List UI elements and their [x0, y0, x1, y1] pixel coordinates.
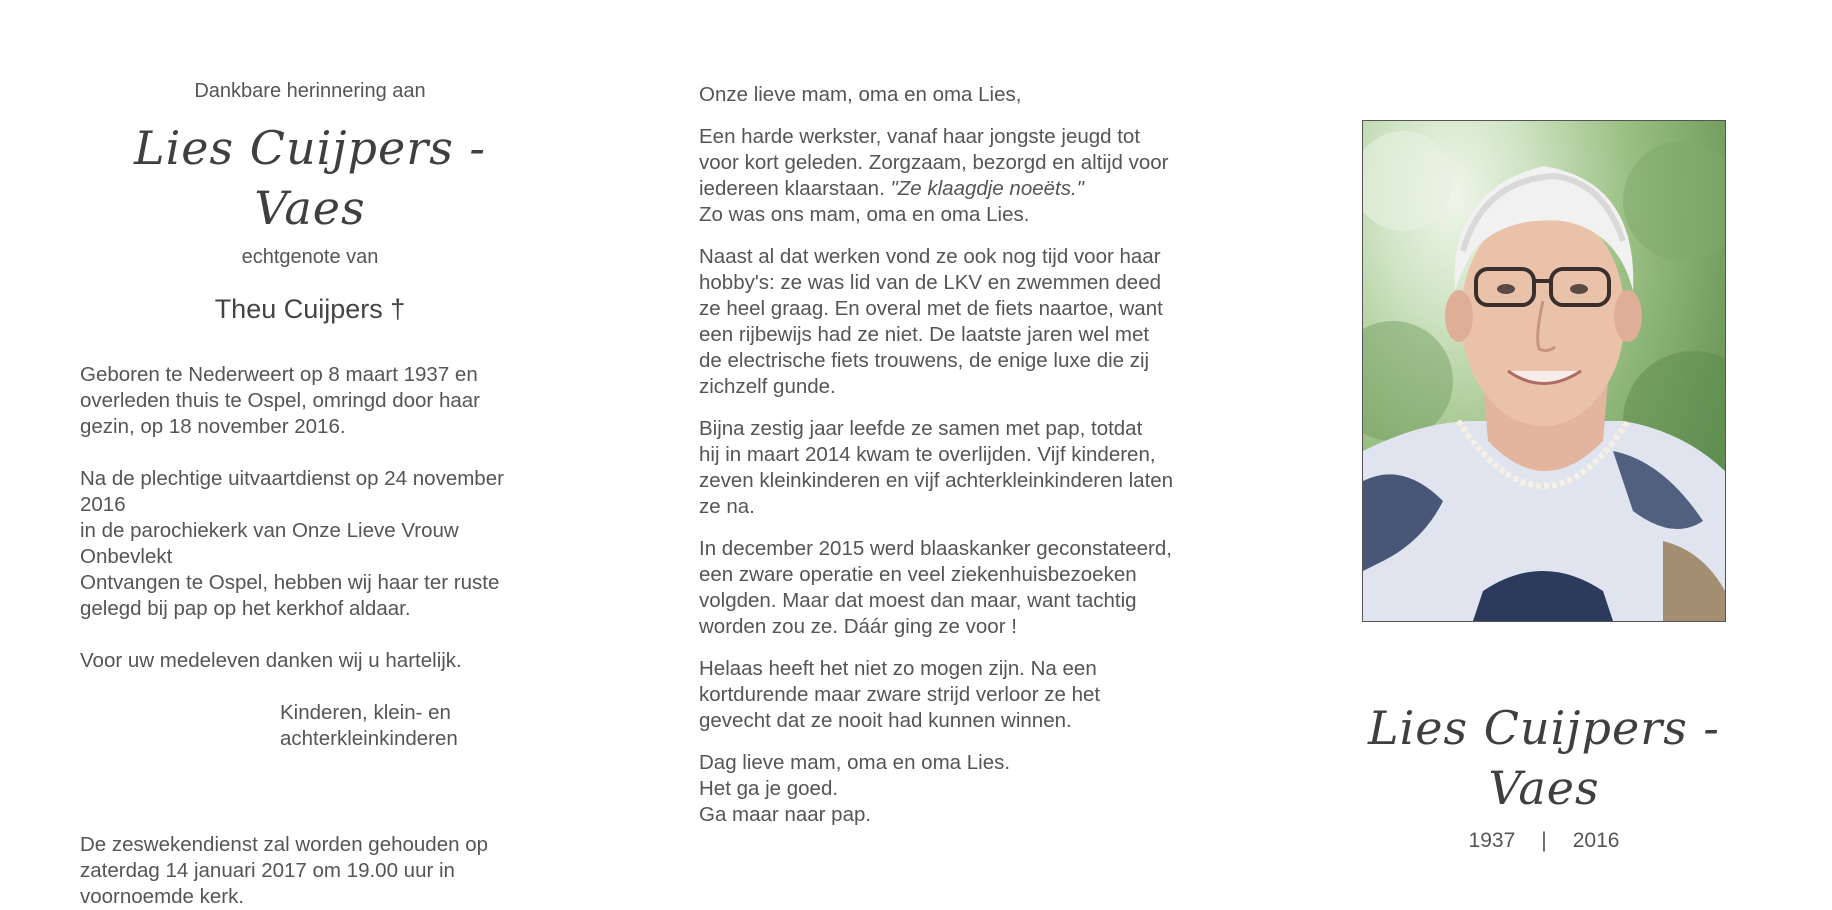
paragraph-struggle: Helaas heeft het niet zo mogen zijn. Na een kortdurende maar zware strijd verloor ze het gevecht dat ze nooit had kunnen winnen.: [699, 657, 1101, 732]
thanks-text: Voor uw medeleven danken wij u hartelijk.: [80, 649, 462, 672]
year-separator: |: [1541, 829, 1547, 852]
spouse-label: echtgenote van: [241, 246, 379, 268]
paragraph-work: [699, 124, 1179, 228]
greeting-text: Onze lieve mam, oma en oma Lies,: [699, 83, 1022, 106]
intro-text: Dankbare herinnering aan: [194, 80, 426, 102]
right-column: [1362, 120, 1726, 854]
portrait-name: Lies Cuijpers - Vaes: [1368, 701, 1720, 815]
paragraph-illness: In december 2015 werd blaaskanker geconstateerd, een zware operatie en veel ziekenhuisbezoeken volgden. Maar dat moest dan maar, want tachtig worden zou ze. Dáár ging ze voor !: [699, 537, 1172, 638]
funeral-text: Na de plechtige uitvaartdienst op 24 november 2016 in de parochiekerk van Onze Lieve Vrouw Onbevlekt Ontvangen te Ospel, hebben wij haar ter ruste gelegd bij pap op het kerkhof aldaar.: [80, 467, 504, 620]
paragraph-work-intro: Een harde werkster, vanaf haar jongste jeugd tot voor kort geleden. Zorgzaam, bezorgd en altijd voor iedereen klaarstaan.: [699, 125, 1169, 200]
family-signature: Kinderen, klein- en achterkleinkinderen: [280, 701, 458, 750]
left-column: [80, 78, 540, 910]
memorial-mass-text: De zeswekendienst zal worden gehouden op zaterdag 14 januari 2017 om 19.00 uur in voornoemde kerk.: [80, 833, 488, 908]
dialect-quote: "Ze klaagdje noeëts.": [890, 177, 1084, 200]
spouse-name: Theu Cuijpers †: [214, 294, 406, 324]
death-year: 2016: [1572, 829, 1620, 852]
birth-death-text: Geboren te Nederweert op 8 maart 1937 en overleden thuis te Ospel, omringd door haar gezin, op 18 november 2016.: [80, 363, 480, 438]
portrait-photo: [1362, 120, 1726, 622]
paragraph-work-closing: Zo was ons mam, oma en oma Lies.: [699, 203, 1030, 226]
paragraph-family: Bijna zestig jaar leefde ze samen met pap, totdat hij in maart 2014 kwam te overlijden. Vijf kinderen, zeven kleinkinderen en vijf achterkleinkinderen laten ze na.: [699, 417, 1174, 518]
birth-year: 1937: [1468, 829, 1516, 852]
portrait-illustration: [1363, 121, 1725, 621]
paragraph-hobbies: Naast al dat werken vond ze ook nog tijd voor haar hobby's: ze was lid van de LKV en zwemmen deed ze heel graag. En overal met de fiets naartoe, want een rijbewijs had ze niet. De laatste jaren wel met de electrische fiets trouwens, de enige luxe die zij zichzelf gunde.: [699, 245, 1163, 398]
life-years: [1362, 828, 1726, 854]
paragraph-farewell: Dag lieve mam, oma en oma Lies. Het ga je goed. Ga maar naar pap.: [699, 751, 1011, 826]
deceased-name: Lies Cuijpers - Vaes: [134, 121, 486, 235]
middle-column: [699, 82, 1179, 844]
